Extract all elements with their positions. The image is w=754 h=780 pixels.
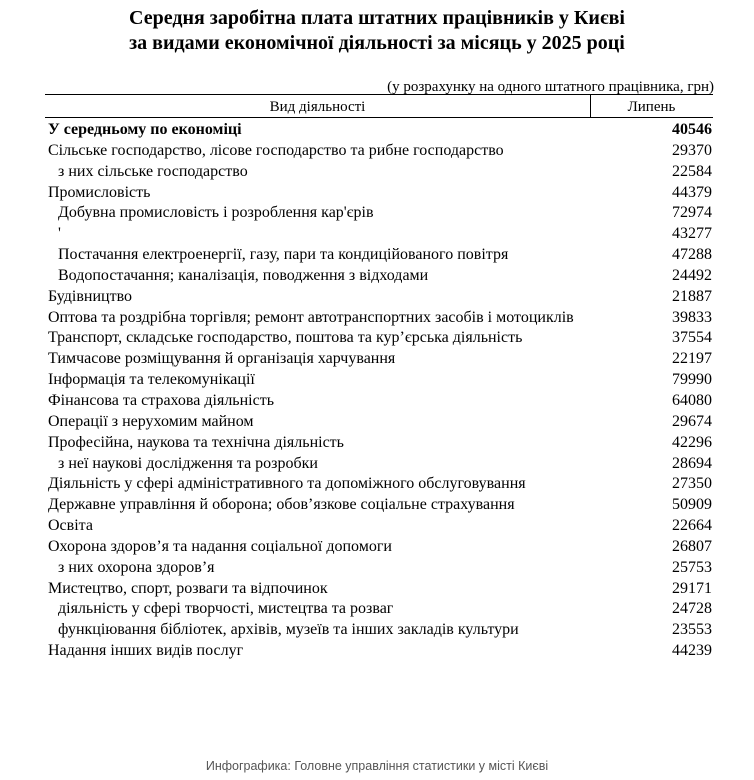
source-caption: Инфографика: Головне управління статистики у місті Києві [205,759,549,773]
table-row [0,328,754,349]
row-label: Постачання електроенергії, газу, пари та кондиційованого повітря [58,246,509,264]
header-bottom-rule [45,117,713,118]
page-title [0,6,754,56]
row-label: з неї наукові дослідження та розробки [58,454,318,472]
row-label: Освіта [48,517,93,535]
table-row [0,308,754,329]
table-row [0,391,754,412]
table-row [0,474,754,495]
row-label: Оптова та роздрібна торгівля; ремонт автотранспортних засобів і мотоциклів [48,308,574,326]
table-row [0,370,754,391]
table-row [0,620,754,641]
row-value: 25753 [672,558,712,576]
row-label: Добувна промисловість і розроблення кар'єрів [58,204,374,222]
table-row [0,516,754,537]
row-label: з них сільське господарство [58,162,248,180]
row-label: Транспорт, складське господарство, поштова та кур’єрська діяльність [48,329,523,347]
row-value: 39833 [672,308,712,326]
row-label: діяльність у сфері творчості, мистецтва та розваг [58,600,394,618]
row-value: 29370 [672,141,712,159]
table-row [0,224,754,245]
table-row [0,349,754,370]
table-row [0,579,754,600]
row-value: 29171 [672,579,712,597]
data-table [0,120,754,662]
row-label: ' [58,225,61,243]
table-row [0,641,754,662]
row-label: Інформація та телекомунікації [48,371,255,389]
row-value: 22584 [672,162,712,180]
table-row [0,266,754,287]
row-label: Професійна, наукова та технічна діяльність [48,433,344,451]
row-value: 43277 [672,225,712,243]
row-value: 44239 [672,642,712,660]
row-value: 26807 [672,537,712,555]
row-label: Водопостачання; каналізація, поводження з відходами [58,266,429,284]
row-label: Охорона здоров’я та надання соціальної допомоги [48,537,392,555]
row-label: Операції з нерухомим майном [48,412,254,430]
table-row [0,203,754,224]
row-label: Державне управління й оборона; обов’язкове соціальне страхування [48,496,515,514]
row-value: 44379 [672,183,712,201]
row-label: Фінансова та страхова діяльність [48,391,274,409]
row-value: 21887 [672,287,712,305]
row-label: Надання інших видів послуг [48,642,244,660]
row-label: Промисловість [48,183,151,201]
table-row [0,245,754,266]
row-label: функціювання бібліотек, архівів, музеїв та інших закладів культури [58,621,519,639]
row-value: 29674 [672,412,712,430]
row-label: Мистецтво, спорт, розваги та відпочинок [48,579,328,597]
table-row [0,287,754,308]
row-value: 22664 [672,517,712,535]
table-row [0,183,754,204]
header-activity: Вид діяльності [269,99,366,115]
row-value: 27350 [672,475,712,493]
row-value: 23553 [672,621,712,639]
title-line-1: Середня заробітна плата штатних працівників у Києві [129,7,625,29]
title-line-2: за видами економічної діяльності за місяць у 2025 році [129,32,625,54]
row-label: Сільське господарство, лісове господарство та рибне господарство [48,141,504,159]
row-value: 40546 [672,121,712,138]
row-label: Діяльність у сфері адміністративного та допоміжного обслуговування [48,475,526,493]
row-value: 47288 [672,246,712,264]
table-top-rule [45,94,713,95]
row-label: Тимчасове розміщування й організація харчування [48,350,396,368]
row-value: 28694 [672,454,712,472]
table-row [0,412,754,433]
table-row [0,558,754,579]
row-label: У середньому по економіці [48,121,242,138]
row-label: Будівництво [48,287,133,305]
table-row [0,537,754,558]
table-row [0,433,754,454]
row-value: 42296 [672,433,712,451]
table-row [0,495,754,516]
row-value: 24728 [672,600,712,618]
row-value: 22197 [672,350,712,368]
table-row [0,454,754,475]
row-value: 72974 [672,204,712,222]
table-row [0,162,754,183]
header-month: Липень [627,99,676,115]
row-value: 24492 [672,266,712,284]
units-note: (у розрахунку на одного штатного працівника, грн) [387,79,714,95]
table-row [0,120,754,141]
row-value: 37554 [672,329,712,347]
table-row [0,599,754,620]
row-value: 64080 [672,391,712,409]
row-value: 79990 [672,371,712,389]
row-label: з них охорона здоров’я [58,558,215,576]
table-row [0,141,754,162]
row-value: 50909 [672,496,712,514]
